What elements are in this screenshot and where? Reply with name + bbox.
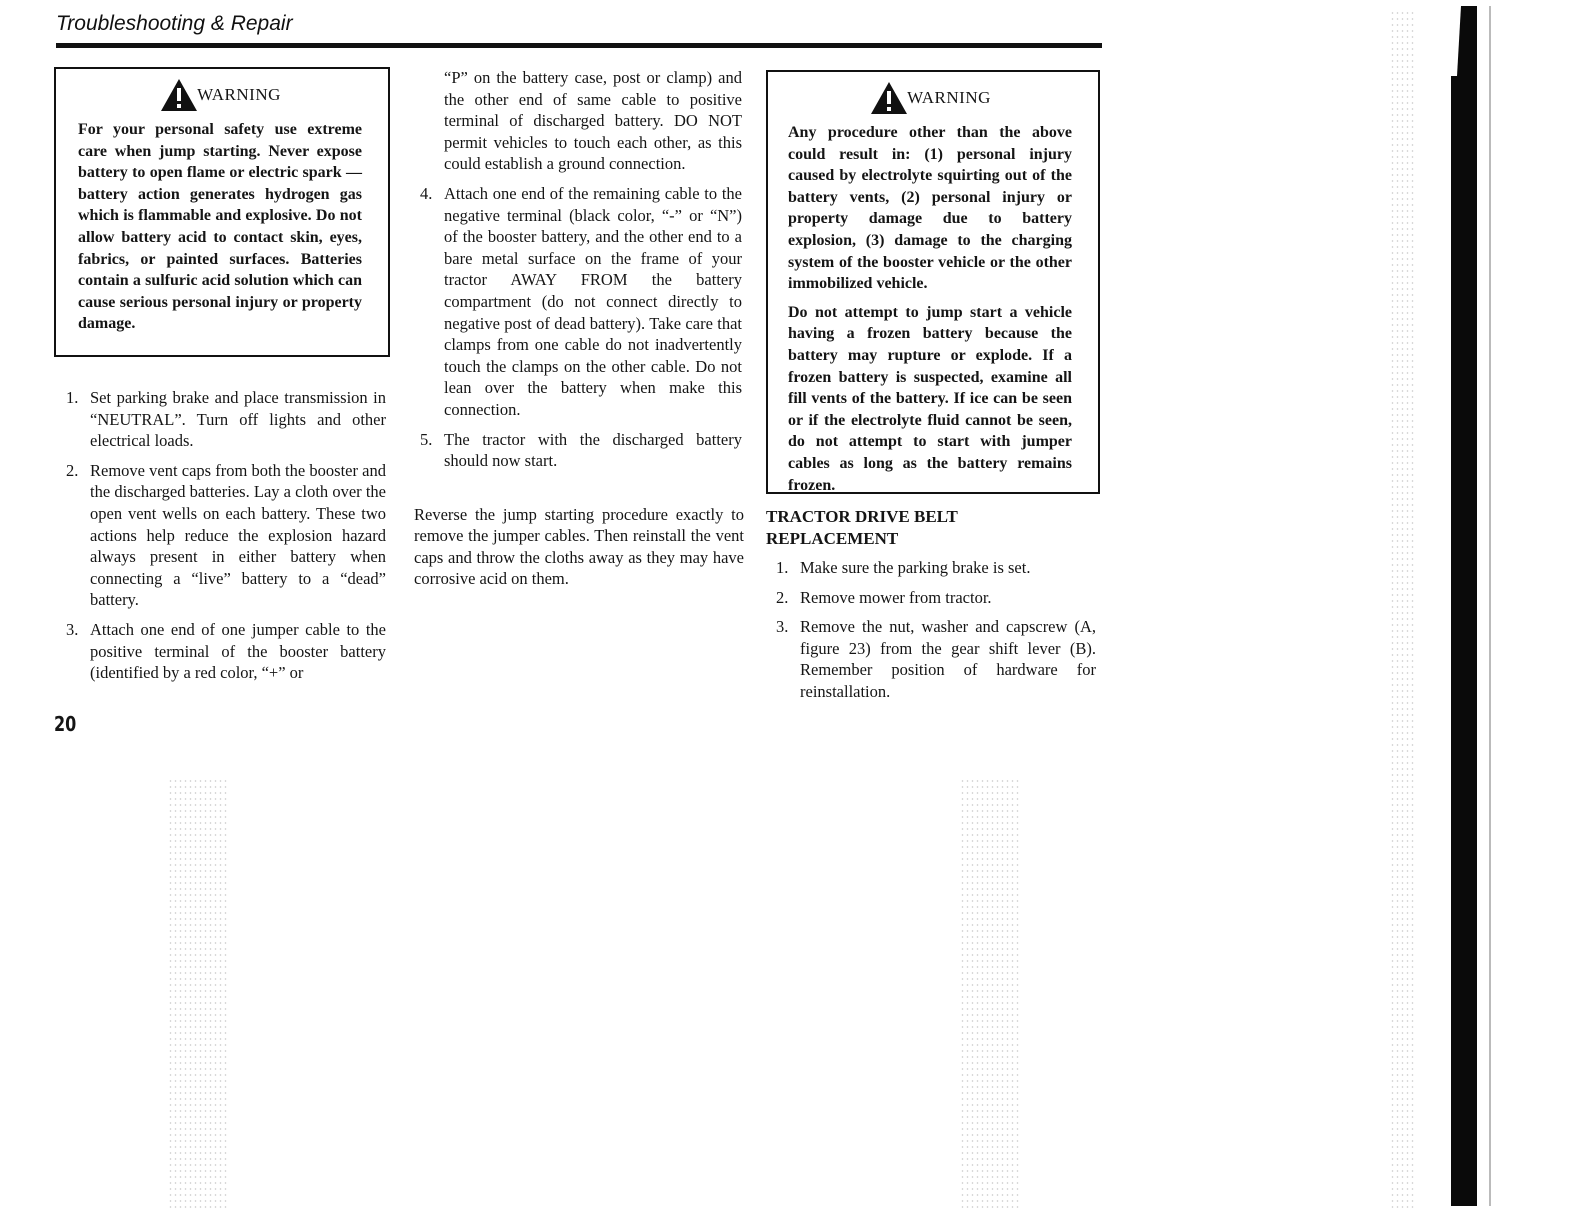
list-item <box>66 387 386 452</box>
jump-start-steps <box>66 387 386 684</box>
heading-line: REPLACEMENT <box>766 528 899 548</box>
warning-text-frozen-battery: Do not attempt to jump start a vehicle having a frozen battery because the battery may rupture or explode. If a frozen battery is suspected, examine all fill vents of the battery. If ice can be seen or if the electrolyte fluid cannot be seen, do not attempt to start with jumper cables as long as the battery remains frozen. <box>788 303 1072 494</box>
warning-label: WARNING <box>907 88 991 107</box>
steps-column-2 <box>414 67 744 607</box>
step-number: 3. <box>776 617 789 637</box>
scan-speckle <box>1390 10 1416 1210</box>
scan-binding-edge <box>1451 6 1477 1206</box>
step-text: Attach one end of the remaining cable to the negative terminal (black color, “-” or “N”) of the booster battery, and the other end to a bare metal surface on the frame of your tractor AWAY FROM the battery compartment (do not connect directly to negative post of dead battery). Take care that clamps from one cable do not inadvertently touch the clamps on the other cable. Do not lean over the battery when make this connection. <box>444 183 742 419</box>
step-text: Remove vent caps from both the booster and the discharged batteries. Lay a cloth over the open vent wells on each battery. These two actions help reduce the explosion hazard always present in either battery when connecting a “live” battery to a “dead” battery. <box>90 460 386 610</box>
warning-heading <box>78 77 362 113</box>
reverse-procedure-paragraph: Reverse the jump starting procedure exactly to remove the jumper cables. Then reinstall the vent caps and throw the cloths away as they may have corrosive acid on them. <box>414 504 744 589</box>
step-number: 4. <box>420 183 433 203</box>
warning-text: Any procedure other than the above could result in: (1) personal injury caused by electrolyte squirting out of the battery vents, (2) personal injury or property damage due to battery explosion, (3) damage to the charging system of the booster vehicle or the other immobilized vehicle. <box>788 124 1072 293</box>
step-text: Attach one end of one jumper cable to the positive terminal of the booster battery (identified by a red color, “+” or <box>90 619 386 683</box>
jump-start-steps-continued <box>420 183 742 472</box>
step-3-continuation: “P” on the battery case, post or clamp) and the other end of same cable to positive terminal of discharged battery. DO NOT permit vehicles to touch each other, as this could establish a ground connection. <box>444 68 742 174</box>
list-item <box>66 460 386 611</box>
section-heading <box>766 506 958 549</box>
belt-replacement-steps <box>776 557 1096 703</box>
steps-column-1 <box>66 387 386 692</box>
section-title: Troubleshooting & Repair <box>56 12 293 35</box>
warning-triangle-icon <box>869 80 909 116</box>
step-number: 5. <box>420 429 433 449</box>
step-text: Remove mower from tractor. <box>800 587 992 607</box>
step-number: 2. <box>776 587 789 607</box>
step-text: Set parking brake and place transmission in “NEUTRAL”. Turn off lights and other electrical loads. <box>90 388 386 451</box>
list-item <box>776 557 1096 579</box>
heading-line: TRACTOR DRIVE BELT <box>766 507 958 526</box>
warning-triangle-icon <box>159 77 199 113</box>
step-number: 1. <box>66 388 79 407</box>
list-item <box>776 587 1096 609</box>
scan-page-edge <box>1489 6 1491 1206</box>
step-text: The tractor with the discharged battery should now start. <box>444 429 742 471</box>
steps-column-3 <box>776 557 1096 711</box>
list-item <box>776 616 1096 702</box>
warning-heading <box>788 80 1072 116</box>
scan-speckle <box>960 778 1020 1208</box>
step-number: 1. <box>776 558 789 577</box>
list-item <box>66 619 386 684</box>
list-item <box>420 183 742 421</box>
warning-label: WARNING <box>197 85 281 104</box>
step-text: Remove the nut, washer and capscrew (A, figure 23) from the gear shift lever (B). Remember position of hardware for reinstallation. <box>800 617 1096 701</box>
list-item <box>420 429 742 472</box>
warning-text: For your personal safety use extreme care when jump starting. Never expose battery to open flame or electric spark — battery action generates hydrogen gas which is flammable and explosive. Do not allow battery acid to contact skin, eyes, fabrics, or painted surfaces. Batteries contain a sulfuric acid solution which can cause serious personal injury or property damage. <box>78 121 362 333</box>
warning-box-procedure <box>766 70 1100 494</box>
step-text: Make sure the parking brake is set. <box>800 558 1031 577</box>
scan-speckle <box>168 778 228 1208</box>
step-number: 2. <box>66 460 79 480</box>
header-rule <box>56 43 1102 48</box>
warning-box-jump-start <box>54 67 390 357</box>
step-number: 3. <box>66 619 79 639</box>
page-number: 20 <box>54 712 77 736</box>
